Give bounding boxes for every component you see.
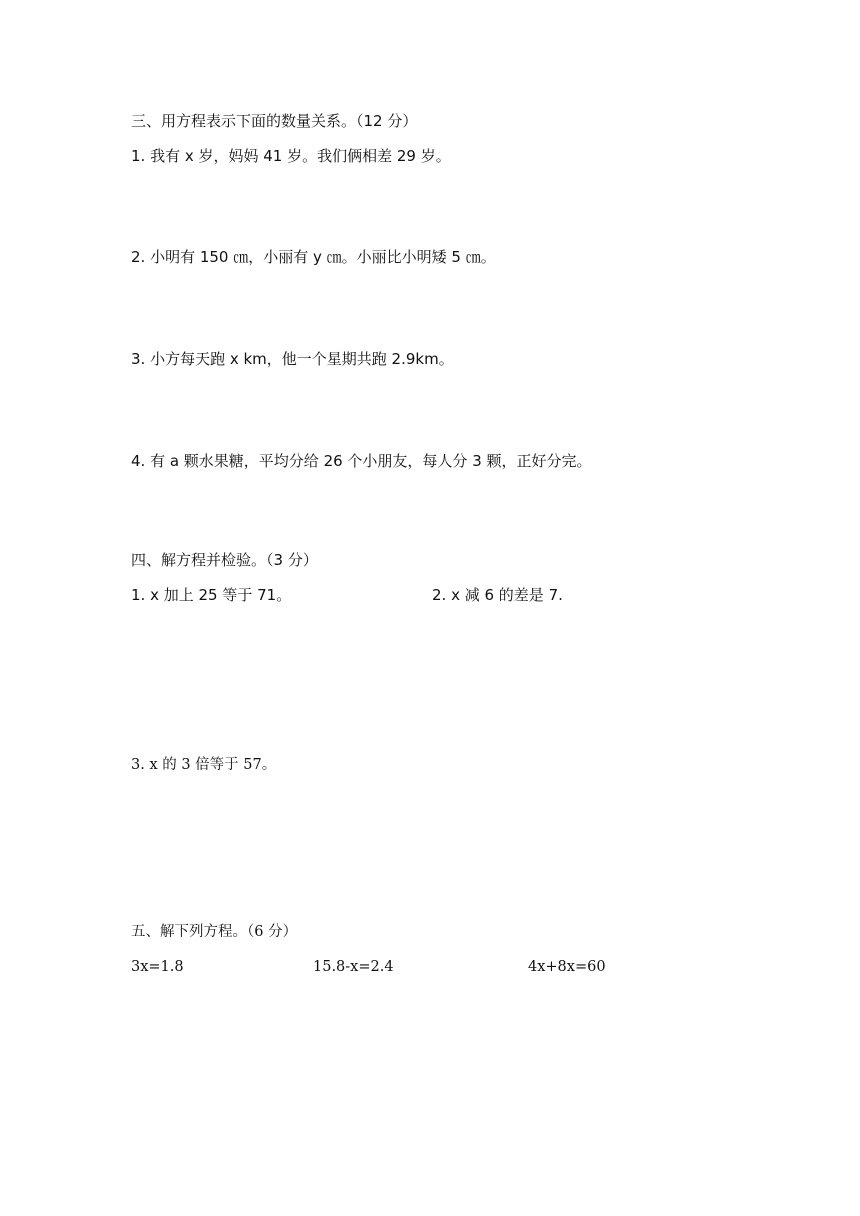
section3-question-3: 3. 小方每天跑 x km，他一个星期共跑 2.9km。	[131, 350, 454, 368]
section5-heading: 五、解下列方程。（6 分）	[131, 924, 298, 940]
section3-question-1: 1. 我有 x 岁，妈妈 41 岁。我们俩相差 29 岁。	[131, 147, 451, 165]
section3-question-4: 4. 有 a 颗水果糖，平均分给 26 个小朋友，每人分 3 颗，正好分完。	[131, 452, 592, 470]
section4-question-1: 1. x 加上 25 等于 71。	[131, 586, 292, 604]
section5-equation-2: 15.8-x=2.4	[313, 959, 394, 975]
section4-question-2: 2. x 减 6 的差是 7.	[432, 586, 563, 604]
section5-equation-3: 4x+8x=60	[528, 959, 606, 975]
section3-question-2: 2. 小明有 150 ㎝，小丽有 y ㎝。小丽比小明矮 5 ㎝。	[131, 248, 496, 266]
section3-heading: 三、用方程表示下面的数量关系。（12 分）	[131, 112, 418, 130]
section5-equation-1: 3x=1.8	[131, 959, 184, 975]
section4-heading: 四、解方程并检验。（3 分）	[131, 551, 318, 569]
section4-question-3: 3. x 的 3 倍等于 57。	[131, 757, 277, 773]
